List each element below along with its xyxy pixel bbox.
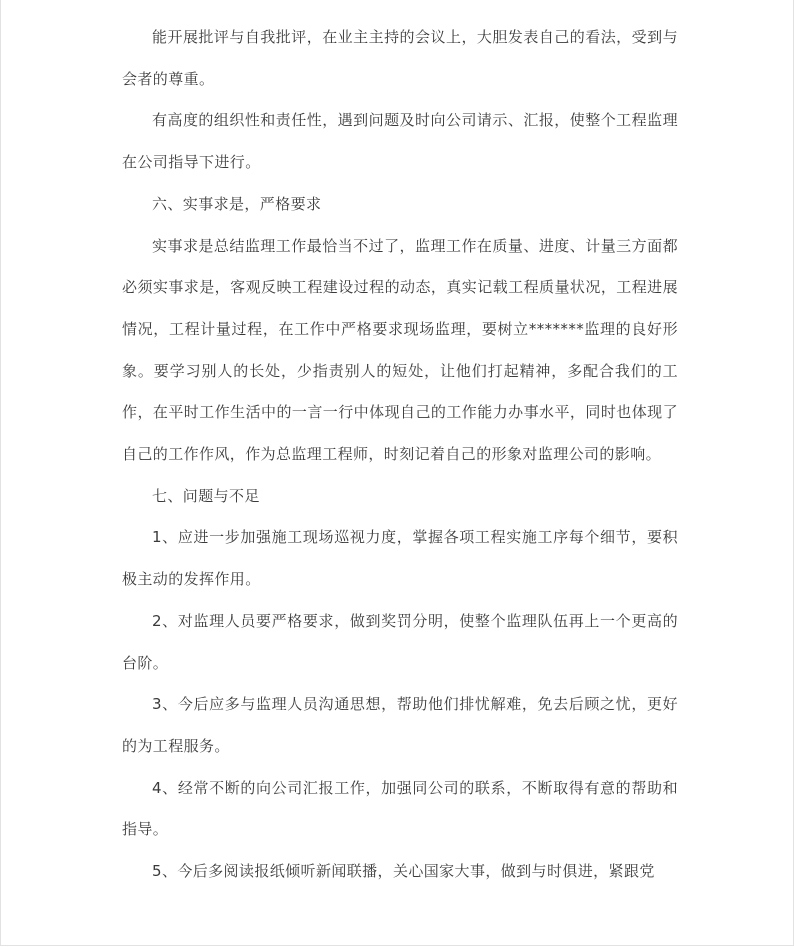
section-heading-six: 六、实事求是，严格要求: [152, 194, 322, 213]
list-item-5: 5、今后多阅读报纸倾听新闻联播，关心国家大事，做到与时俱进，紧跟党: [152, 862, 655, 881]
list-item-4: 4、经常不断的向公司汇报工作，加强同公司的联系，不断取得有意的帮助和指导。: [122, 778, 678, 839]
document-body: [122, 17, 678, 893]
list-item-2: 2、对监理人员要严格要求，做到奖罚分明，使整个监理队伍再上一个更高的台阶。: [122, 611, 678, 672]
list-item-1: 1、应进一步加强施工现场巡视力度，掌握各项工程实施工序每个细节，要积极主动的发挥作用。: [122, 528, 678, 589]
paragraph-criticism: 能开展批评与自我批评，在业主主持的会议上，大胆发表自己的看法，受到与会者的尊重。: [122, 28, 678, 88]
section-heading-seven: 七、问题与不足: [152, 486, 260, 505]
list-item-3: 3、今后应多与监理人员沟通思想，帮助他们排忧解难，免去后顾之忧，更好的为工程服务。: [122, 695, 678, 755]
paragraph-organization: 有高度的组织性和责任性，遇到问题及时向公司请示、汇报，使整个工程监理在公司指导下进行。: [122, 111, 678, 172]
paragraph-seek-truth: 实事求是总结监理工作最恰当不过了，监理工作在质量、进度、计量三方面都必须实事求是，客观反映工程建设过程的动态，真实记载工程质量状况，工程进展情况，工程计量过程，在工作中严格要求现场监理，要树立*******监理的良好形象。要学习别人的长处，少指责别人的短处，让他们打起精神，多配合我们的工作，在平时工作生活中的一言一行中体现自己的工作能力办事水平，同时也体现了自己的工作作风，作为总监理工程师，时刻记着自己的形象对监理公司的影响。: [122, 236, 678, 464]
